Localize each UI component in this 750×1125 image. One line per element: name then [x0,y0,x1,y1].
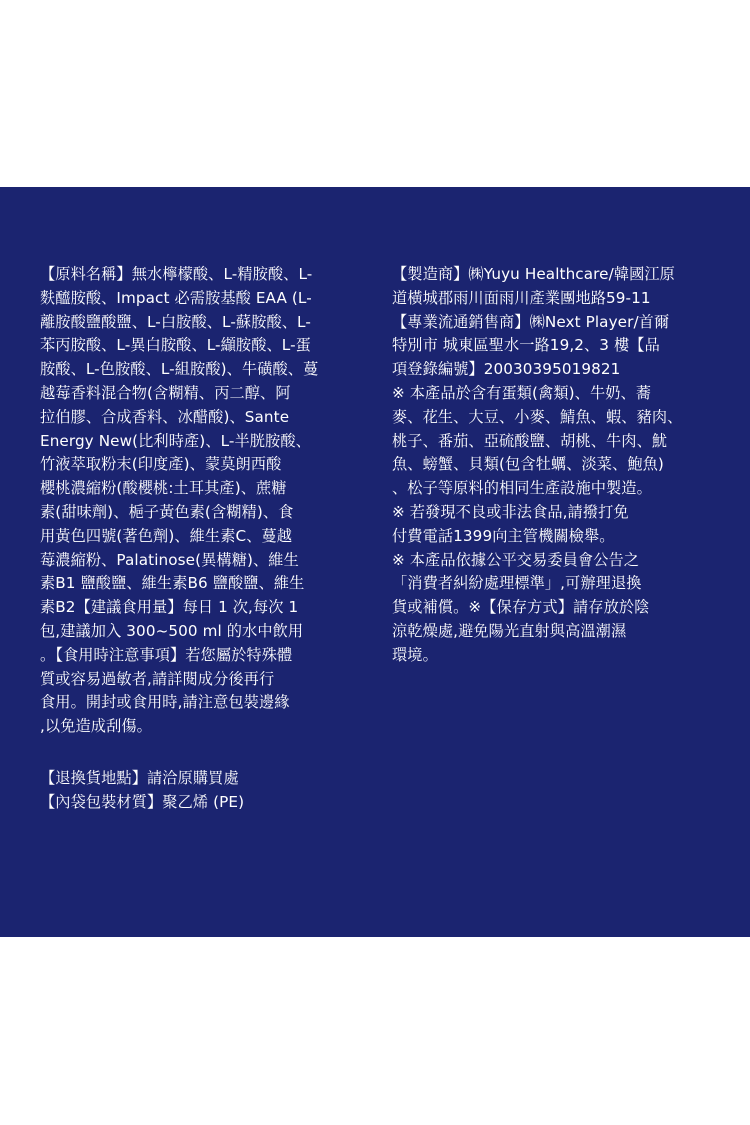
ingredients-line: 麩醯胺酸、Impact 必需胺基酸 EAA (L- [40,288,312,307]
ingredients-line: 離胺酸鹽酸鹽、L-白胺酸、L-蘇胺酸、L- [40,312,311,331]
ingredients-line: 拉伯膠、合成香料、冰醋酸)、Sante [40,407,290,426]
ingredients-line: 竹液萃取粉末(印度產)、蒙莫朗西酸 [40,455,282,474]
ingredients-line: 。【食用時注意事項】若您屬於特殊體 [40,645,293,664]
info-line: 、松子等原料的相同生產設施中製造。 [392,479,652,498]
section-spacer [40,739,367,767]
ingredients-line: Energy New(比利時產)、L-半胱胺酸、 [40,431,311,450]
info-line: 「消費者糾紛處理標準」,可辦理退換 [392,574,642,593]
info-line: 涼乾燥處,避免陽光直射與高溫潮濕 [392,621,627,640]
ingredients-line: 食用。開封或食用時,請注意包裝邊緣 [40,693,290,712]
ingredients-line: 素(甜味劑)、梔子黃色素(含糊精)、食 [40,502,294,521]
info-line: ※ 若發現不良或非法食品,請撥打免 [392,502,629,521]
ingredients-line: 櫻桃濃縮粉(酸櫻桃:土耳其產)、蔗糖 [40,479,287,498]
info-line: 道橫城郡雨川面雨川產業團地路59-11 [392,288,651,307]
info-line: 項登錄編號】20030395019821 [392,360,621,379]
right-text-column [392,263,722,668]
ingredients-line: 莓濃縮粉、Palatinose(異構糖)、維生 [40,550,299,569]
info-line: 魚、螃蟹、貝類(包含牡蠣、淡菜、鮑魚) [392,455,664,474]
ingredients-line: 質或容易過敏者,請詳閱成分後再行 [40,669,275,688]
info-line: ※ 本產品於含有蛋類(禽類)、牛奶、蕎 [392,383,652,402]
ingredients-line: 苯丙胺酸、L-異白胺酸、L-纈胺酸、L-蛋 [40,336,311,355]
ingredients-line: 用黃色四號(著色劑)、維生素C、蔓越 [40,526,293,545]
info-line: 環境。 [392,645,438,664]
ingredients-line: 素B2【建議食用量】每日 1 次,每次 1 [40,598,299,617]
ingredients-line: 包,建議加入 300~500 ml 的水中飲用 [40,621,304,640]
ingredients-line: 素B1 鹽酸鹽、維生素B6 鹽酸鹽、維生 [40,574,305,593]
info-line: 【製造商】㈱Yuyu Healthcare/韓國江原 [392,265,675,283]
ingredients-line: 【原料名稱】無水檸檬酸、L-精胺酸、L- [40,265,313,283]
left-text-column [40,263,367,815]
info-line: 【專業流通銷售商】㈱Next Player/首爾 [392,312,670,331]
info-line: 麥、花生、大豆、小麥、鯖魚、蝦、豬肉、 [392,407,683,426]
return-location-text: 【退換貨地點】請洽原購買處 [40,768,239,787]
info-line: 特別市 城東區聖水一路19,2、3 樓【品 [392,336,660,355]
info-line: 貨或補償。※【保存方式】請存放於陰 [392,598,650,617]
ingredients-line: ,以免造成刮傷。 [40,717,152,736]
ingredients-line: 越莓香料混合物(含糊精、丙二醇、阿 [40,383,291,402]
info-line: 付費電話1399向主管機關檢舉。 [392,526,615,545]
ingredients-line: 胺酸、L-色胺酸、L-組胺酸)、牛磺酸、蔓 [40,360,319,379]
product-info-panel [0,187,750,937]
packaging-material-text: 【內袋包裝材質】聚乙烯 (PE) [40,792,245,811]
info-line: ※ 本產品依據公平交易委員會公告之 [392,550,640,569]
info-line: 桃子、番茄、亞硫酸鹽、胡桃、牛肉、魷 [392,431,668,450]
